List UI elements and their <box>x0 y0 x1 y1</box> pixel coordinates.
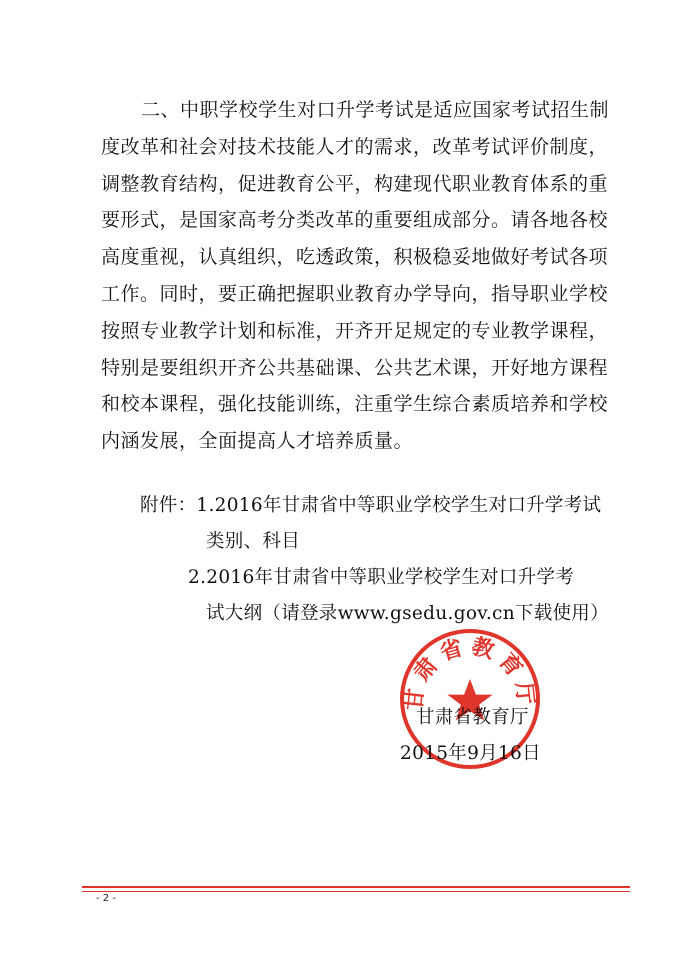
paragraph-line: 和校本课程，强化技能训练，注重学生综合素质培养和学校 <box>101 393 609 416</box>
paragraph-line: 二、中职学校学生对口升学考试是适应国家考试招生制 <box>141 99 610 121</box>
body-paragraph <box>101 92 610 460</box>
seal-text: 甘肃省教育厅 <box>400 633 540 712</box>
page-number: - 2 - <box>96 893 116 904</box>
paragraph-line: 工作。同时，要正确把握职业教育办学导向，指导职业学校 <box>101 282 609 305</box>
paragraph-line: 特别是要组织开齐公共基础课、公共艺术课，开好地方课程 <box>101 356 609 379</box>
issuing-organization: 甘肃省教育厅 <box>416 707 529 728</box>
attachment-line: 试大纲（请登录www.gsedu.gov.cn下载使用） <box>206 603 609 624</box>
paragraph-line: 按照专业教学计划和标准，开齐开足规定的专业教学课程， <box>101 319 609 342</box>
paragraph-line: 调整教育结构，促进教育公平，构建现代职业教育体系的重 <box>101 172 609 195</box>
attachments-list <box>140 488 610 632</box>
paragraph-line: 度改革和社会对技术技能人才的需求，改革考试评价制度， <box>101 135 609 158</box>
footer-rule <box>82 886 630 888</box>
paragraph-line: 高度重视，认真组织，吃透政策，积极稳妥地做好考试各项 <box>101 246 609 269</box>
paragraph-line: 内涵发展，全面提高人才培养质量。 <box>101 430 414 453</box>
paragraph-line: 要形式，是国家高考分类改革的重要组成部分。请各地各校 <box>101 209 609 232</box>
attachment-line: 附件：1.2016年甘肃省中等职业学校学生对口升学考试 <box>140 495 602 516</box>
signature-block <box>400 700 600 772</box>
issue-date: 2015年9月16日 <box>400 743 541 764</box>
footer-rule-thin <box>82 891 630 892</box>
attachment-line: 2.2016年甘肃省中等职业学校学生对口升学考 <box>188 567 575 588</box>
attachment-line: 类别、科目 <box>206 531 301 552</box>
